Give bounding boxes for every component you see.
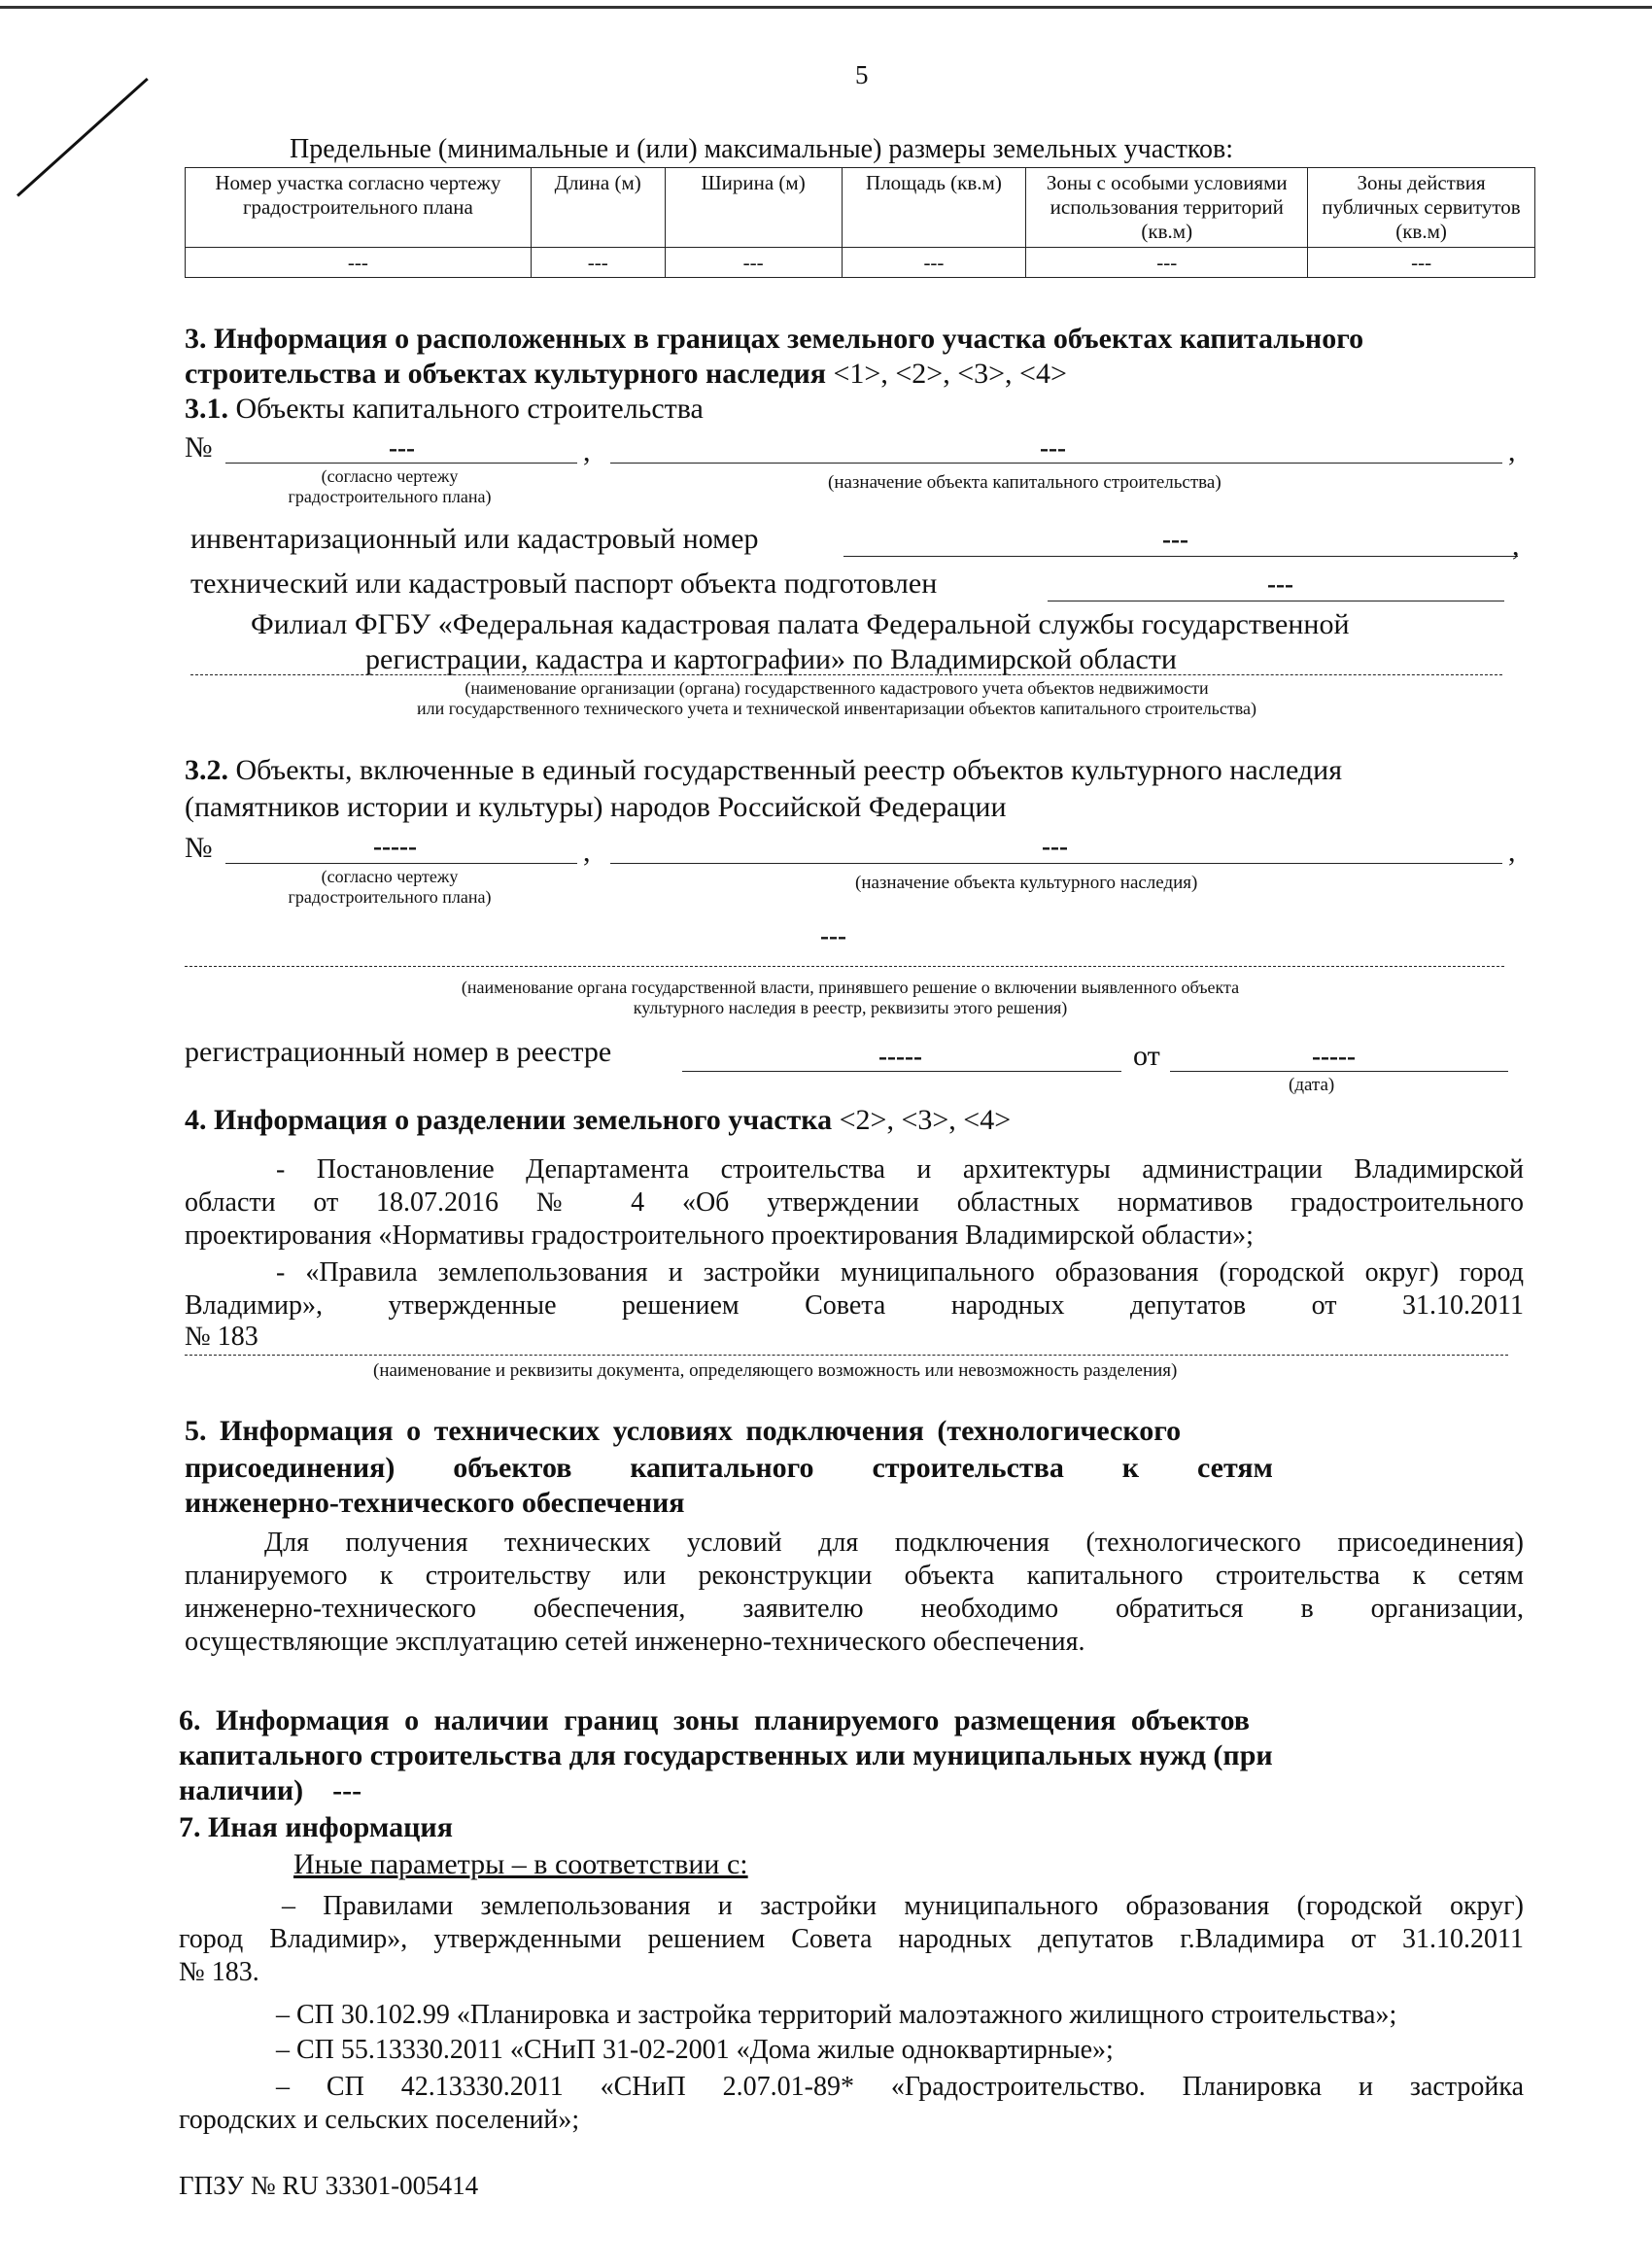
table-row [186,248,1535,278]
caption-authority: (наименование органа государственной власти, принявшего решение о включении выявленного объекта культурного наследия в реестр, реквизиты этого решения) [461,978,1240,1017]
subsection-3-1-label: Объекты капитального строительства [228,393,704,425]
authority-underline [185,966,1504,967]
limits-table [185,167,1535,278]
registry-number-value: ----- [878,1042,922,1071]
authority-value: --- [820,921,846,950]
section-4-p2-line1: - «Правила землепользования и застройки муниципального образования (городской округ) город [276,1257,1524,1288]
section-3-title-bold: строительства и объектах культурного наследия [185,358,827,390]
page-number: 5 [855,60,869,89]
heritage-number-value: ----- [373,832,417,861]
table-cell: --- [531,248,665,278]
table-cell: --- [1308,248,1535,278]
section-4-p2-line3: № 183 [185,1322,258,1352]
passport-label: технический или кадастровый паспорт объекта подготовлен [190,567,938,600]
comma: , [583,836,591,868]
inventory-value: --- [1162,525,1188,554]
col-length: Длина (м) [531,168,665,248]
section-7-item4-line2: городских и сельских поселений»; [179,2105,580,2135]
section-5-p-line1: Для получения технических условий для подключения (технологического присоединения) [264,1528,1524,1558]
section-3-refs: <1>, <2>, <3>, <4> [826,358,1067,390]
section-6-value: --- [332,1774,362,1806]
subsection-3-1-title [185,393,704,426]
section-4-p1-line1: - Постановление Департамента строительства и архитектуры администрации Владимирской [276,1154,1524,1185]
table-cell: --- [665,248,842,278]
inventory-underline [843,556,1518,557]
subsection-3-1-number: 3.1. [185,393,228,425]
section-3-title-line1: 3. Информация о расположенных в границах земельного участка объектах капитального [185,323,1364,355]
section-6-title-line1: 6. Информация о наличии границ зоны планируемого размещения объектов [179,1704,1250,1736]
section-4-refs: <2>, <3>, <4> [832,1104,1012,1136]
organization-line2: регистрации, кадастра и картографии» по Владимирской области [365,643,1177,675]
col-area: Площадь (кв.м) [842,168,1026,248]
registry-number-label: регистрационный номер в реестре [185,1036,612,1068]
table-cell: --- [842,248,1026,278]
from-label: от [1133,1040,1160,1072]
section-7-item1-line1: – Правилами землепользования и застройки муниципального образования (городской округ) [282,1891,1524,1921]
passport-value: --- [1267,569,1293,599]
date-value: ----- [1312,1042,1356,1071]
organization-line1: Филиал ФГБУ «Федеральная кадастровая палата Федеральной службы государственной [251,608,1350,640]
scan-edge-line [0,6,1652,9]
caption-object-number: (согласно чертежу градостроительного плана) [288,466,492,506]
heritage-purpose-value: --- [1042,832,1068,861]
footer-document-id: ГПЗУ № RU 33301-005414 [179,2171,479,2200]
subsection-3-2-number: 3.2. [185,754,228,786]
subsection-3-2-label: Объекты, включенные в единый государственный реестр объектов культурного наследия [228,754,1342,786]
table-cell: --- [1026,248,1308,278]
section-5-title-line3: инженерно-технического обеспечения [185,1487,685,1519]
section-3-title-line2 [185,358,1067,391]
comma: , [1512,530,1520,562]
col-special-zones: Зоны с особыми условиями использования территорий (кв.м) [1026,168,1308,248]
section-7-item2: – СП 30.102.99 «Планировка и застройка территорий малоэтажного жилищного строительства»; [276,2000,1397,2030]
inventory-label: инвентаризационный или кадастровый номер [190,523,759,555]
section-4-p2-line2: Владимир», утвержденные решением Совета народных депутатов от 31.10.2011 [185,1290,1524,1321]
caption-object-purpose: (назначение объекта капитального строительства) [828,472,1222,493]
limits-caption: Предельные (минимальные и (или) максимальные) размеры земельных участков: [290,134,1234,164]
table-cell: --- [186,248,532,278]
section-7-item4-line1: – СП 42.13330.2011 «СНиП 2.07.01-89* «Градостроительство. Планировка и застройка [276,2072,1524,2102]
object-purpose-value: --- [1040,433,1066,463]
section-7-item1-line2: город Владимир», утвержденными решением Совета народных депутатов г.Владимира от 31.10.2011 [179,1924,1524,1954]
section-4-p1-line3: проектирования «Нормативы градостроительного проектирования Владимирской области»; [185,1220,1254,1251]
section-5-p-line3: инженерно-технического обеспечения, заявителю необходимо обратиться в организации, [185,1594,1524,1624]
comma: , [1508,435,1516,467]
section-5-title-line1: 5. Информация о технических условиях подключения (технологического [185,1415,1182,1447]
section-4-caption: (наименование и реквизиты документа, определяющего возможность или невозможность разделения) [373,1360,1178,1381]
col-width: Ширина (м) [665,168,842,248]
subsection-3-2-title-line2: (памятников истории и культуры) народов Российской Федерации [185,791,1007,823]
section-4-p1-line2: области от 18.07.2016 № 4 «Об утверждении областных нормативов градостроительного [185,1187,1524,1218]
caption-heritage-purpose: (назначение объекта культурного наследия) [855,873,1198,893]
caption-heritage-number: (согласно чертежу градостроительного плана) [288,867,492,907]
section-5-p-line2: планируемого к строительству или реконструкции объекта капитального строительства к сетям [185,1561,1524,1591]
section-5-p-line4: осуществляющие эксплуатацию сетей инженерно-технического обеспечения. [185,1627,1085,1657]
section-4-underline [185,1355,1508,1356]
section-7-subtitle: Иные параметры – в соответствии с: [293,1848,748,1880]
organization-underline [190,674,1502,675]
section-7-item3: – СП 55.13330.2011 «СНиП 31-02-2001 «Дома жилые одноквартирные»; [276,2035,1114,2065]
caption-organization: (наименование организации (органа) государственного кадастрового учета объектов недвижимости или государственного технического учета и технической инвентаризации объектов капитального строительства) [416,678,1256,718]
comma: , [1508,836,1516,868]
col-plot-number: Номер участка согласно чертежу градостроительного плана [186,168,532,248]
section-4-title [185,1104,1011,1137]
object-number-value: --- [389,433,415,463]
caption-date: (дата) [1289,1075,1335,1095]
section-7-item1-line3: № 183. [179,1957,259,1987]
section-5-title-line2: присоединения) объектов капитального строительства к сетям [185,1452,1273,1484]
comma: , [583,435,591,467]
section-7-title: 7. Иная информация [179,1811,453,1843]
heritage-number-underline [225,863,577,864]
number-sign: № [185,832,213,864]
section-6-title-line3 [179,1774,361,1807]
scan-diagonal-mark [17,78,149,197]
section-6-title-end: наличии) [179,1774,304,1806]
section-4-title-bold: 4. Информация о разделении земельного участка [185,1104,833,1136]
subsection-3-2-title-line1 [185,754,1342,787]
heritage-purpose-underline [610,863,1502,864]
section-6-title-line2: капитального строительства для государственных или муниципальных нужд (при [179,1739,1273,1771]
number-sign: № [185,431,213,464]
col-servitude-zones: Зоны действия публичных сервитутов (кв.м) [1308,168,1535,248]
table-header-row [186,168,1535,248]
